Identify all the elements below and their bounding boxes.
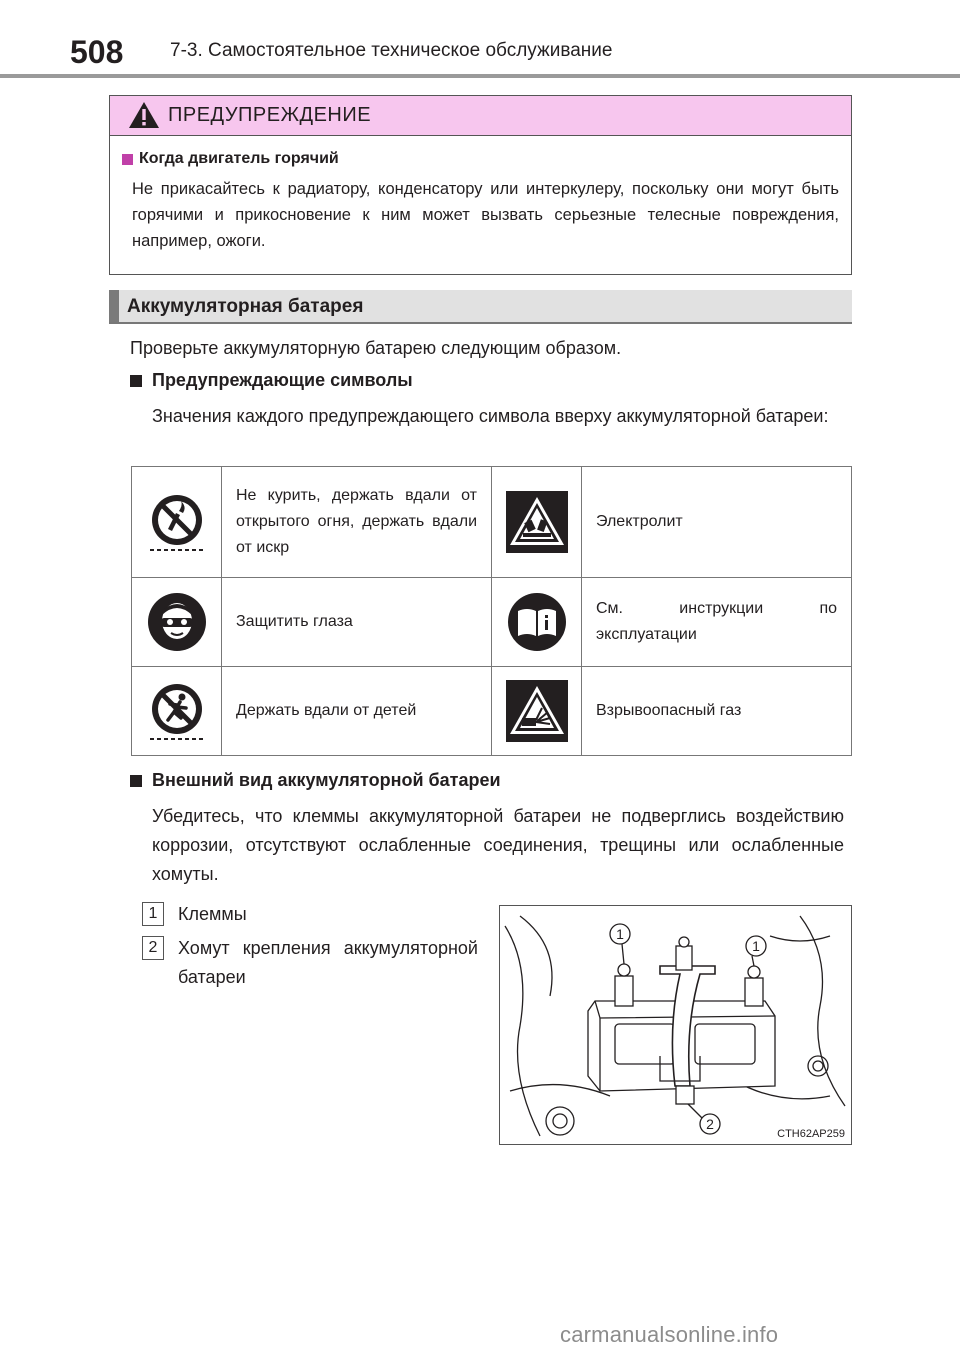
battery-illustration <box>499 905 852 1145</box>
symbol-label: Защитить глаза <box>222 578 492 667</box>
legend-item <box>142 900 478 929</box>
table-row <box>132 467 852 578</box>
symbol-label: Не курить, держать вдали от открытого огня, держать вдали от искр <box>222 467 492 578</box>
chapter-title: 7-3. Самостоятельное техническое обслуживание <box>170 40 613 61</box>
symbol-cell <box>492 578 582 667</box>
battery-drawing <box>500 906 852 1145</box>
table-row <box>132 578 852 667</box>
symbol-cell <box>132 467 222 578</box>
section-title: Аккумуляторная батарея <box>127 296 364 317</box>
symbol-cell <box>492 667 582 756</box>
symbol-label: Взрывоопасный газ <box>582 667 852 756</box>
appearance-heading <box>130 770 501 791</box>
keep-away-children-icon <box>146 680 208 742</box>
square-bullet-icon <box>122 154 133 165</box>
legend-label: Клеммы <box>178 904 247 924</box>
symbol-cell <box>132 578 222 667</box>
warning-subtitle-text: Когда двигатель горячий <box>139 150 339 167</box>
page-number: 508 <box>70 34 124 70</box>
symbols-heading-text: Предупреждающие символы <box>152 370 413 390</box>
legend-item <box>142 934 478 992</box>
callout-1-label: 1 <box>616 926 624 942</box>
symbols-heading <box>130 370 413 391</box>
legend-number: 1 <box>142 902 164 926</box>
appearance-description: Убедитесь, что клеммы аккумуляторной батареи не подверглись воздействию коррозии, отсутствуют ослабленные соединения, трещины или ослабленные хомуты. <box>152 806 844 884</box>
section-heading-bar <box>109 290 852 324</box>
electrolyte-icon <box>506 491 568 553</box>
explosive-gas-icon <box>506 680 568 742</box>
table-row <box>132 667 852 756</box>
warning-box <box>109 95 852 275</box>
watermark: carmanualsonline.info <box>560 1322 779 1347</box>
warning-subtitle <box>122 150 839 168</box>
legend-number: 2 <box>142 936 164 960</box>
symbol-label: Держать вдали от детей <box>222 667 492 756</box>
symbol-cell <box>132 667 222 756</box>
warning-triangle-icon <box>128 101 160 129</box>
figure-code: CTH62AP259 <box>777 1128 845 1140</box>
warning-header <box>110 96 851 136</box>
callout-2-label: 2 <box>706 1116 714 1132</box>
appearance-heading-text: Внешний вид аккумуляторной батареи <box>152 770 501 790</box>
eye-protection-icon <box>146 591 208 653</box>
page-header <box>0 0 960 80</box>
warning-text: Не прикасайтесь к радиатору, конденсатору или интеркулеру, поскольку они могут быть горячими и прикосновение к ним может вызвать серьезные телесные повреждения, например, ожоги. <box>132 180 839 250</box>
symbol-cell <box>492 467 582 578</box>
square-bullet-icon <box>130 775 142 787</box>
no-smoking-icon <box>146 491 208 553</box>
symbols-description: Значения каждого предупреждающего символа вверху аккумуляторной батареи: <box>152 406 829 426</box>
square-bullet-icon <box>130 375 142 387</box>
symbol-label: См. инструкции по эксплуатации <box>582 578 852 667</box>
callout-1-label: 1 <box>752 938 760 954</box>
manual-book-icon <box>506 591 568 653</box>
header-divider <box>0 74 960 78</box>
warning-title: ПРЕДУПРЕЖДЕНИЕ <box>168 104 372 126</box>
warning-body <box>110 136 851 254</box>
warning-symbols-table <box>131 466 852 756</box>
section-intro: Проверьте аккумуляторную батарею следующим образом. <box>130 338 622 358</box>
legend-label: Хомут крепления аккумуляторной батареи <box>178 938 478 987</box>
symbol-label: Электролит <box>582 467 852 578</box>
